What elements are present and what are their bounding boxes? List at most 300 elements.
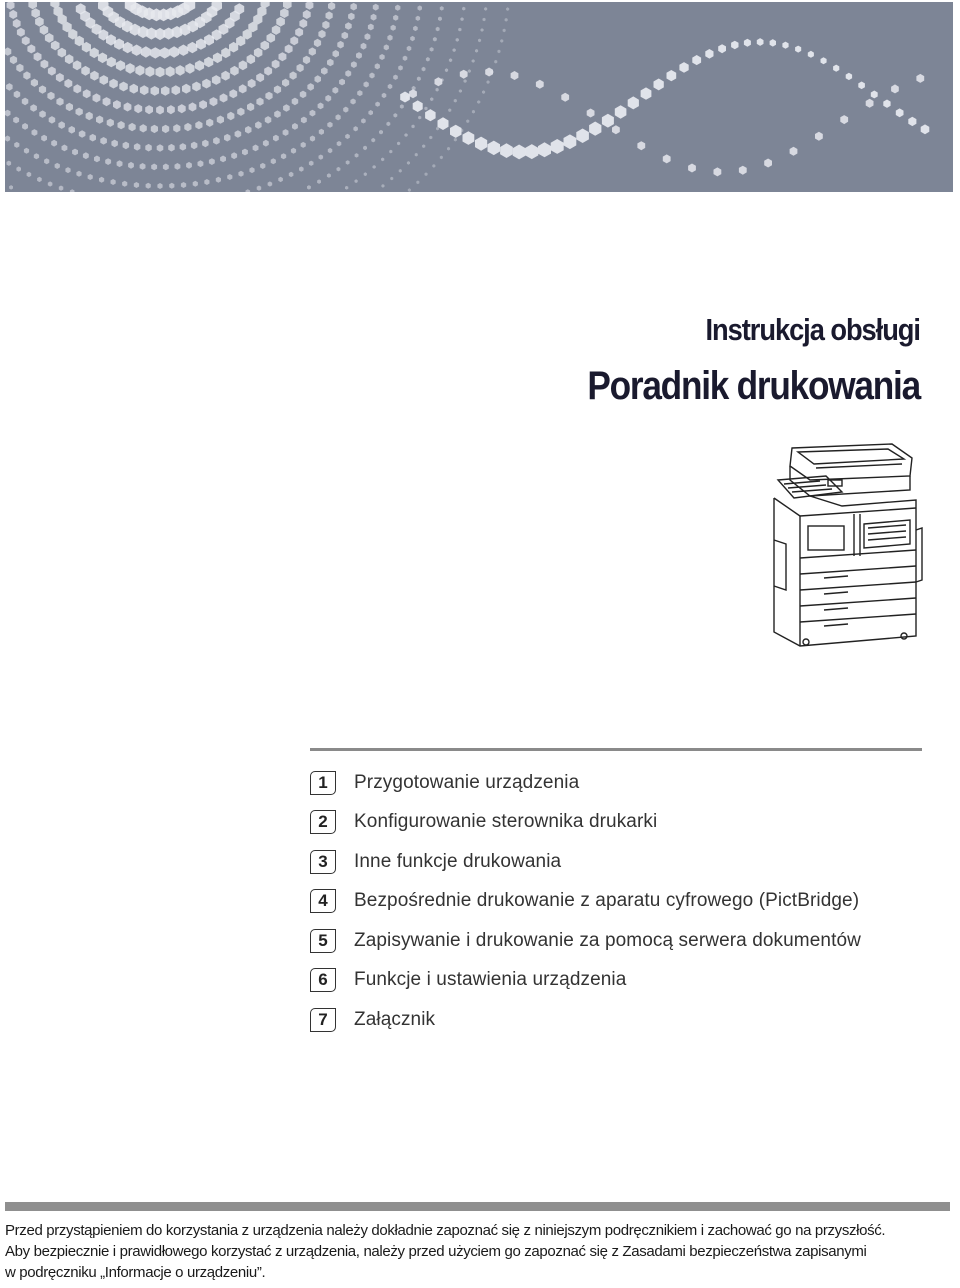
pattern-dot [484, 7, 487, 11]
pattern-dot [65, 54, 74, 64]
pattern-dot [846, 73, 852, 80]
pattern-dot [280, 8, 289, 18]
pattern-dot [309, 161, 314, 166]
pattern-dot [88, 174, 93, 180]
pattern-dot [466, 119, 469, 123]
pattern-dot [361, 118, 366, 123]
pattern-dot [458, 28, 461, 32]
pattern-dot [379, 54, 384, 60]
pattern-dot [487, 80, 490, 84]
pattern-dot [79, 130, 86, 138]
pattern-dot [145, 66, 154, 77]
pattern-dot [463, 131, 475, 145]
pattern-dot [332, 87, 338, 94]
pattern-dot [157, 144, 164, 152]
pattern-dot [58, 121, 65, 129]
pattern-dot [66, 103, 73, 111]
pattern-dot [399, 169, 402, 173]
pattern-dot [167, 105, 175, 114]
pattern-dot [16, 64, 23, 72]
pattern-dot [448, 108, 451, 112]
pattern-dot [17, 28, 25, 37]
pattern-dot [195, 121, 202, 129]
pattern-dot [371, 138, 375, 143]
pattern-dot [10, 56, 17, 64]
pattern-dot [384, 44, 389, 50]
pattern-dot [319, 155, 324, 160]
pattern-dot [122, 181, 127, 187]
pattern-dot [273, 135, 279, 142]
pattern-dot [34, 52, 42, 61]
pattern-dot [31, 79, 38, 87]
pattern-dot [145, 144, 152, 152]
pattern-dot [289, 172, 294, 177]
pattern-dot [351, 61, 357, 68]
pattern-dot [345, 186, 348, 190]
pattern-dot [156, 106, 164, 115]
pattern-dot [32, 129, 38, 136]
pattern-dot [436, 27, 440, 32]
pattern-dot [409, 89, 417, 98]
pattern-dot [513, 145, 526, 160]
pattern-dot [393, 113, 397, 118]
pattern-dot [460, 17, 463, 21]
pattern-dot [90, 134, 97, 142]
pattern-dot [315, 75, 322, 83]
pattern-dot [76, 108, 83, 116]
pattern-dot [65, 167, 70, 173]
pattern-dot [254, 48, 263, 58]
pattern-dot [48, 181, 53, 186]
pattern-dot [283, 2, 292, 9]
pattern-dot [353, 126, 358, 131]
pattern-dot [449, 58, 452, 62]
pattern-dot [227, 112, 234, 120]
pattern-dot [107, 57, 116, 68]
pattern-dot [229, 89, 237, 98]
pattern-dot [224, 134, 231, 142]
pattern-dot [407, 161, 410, 165]
pattern-dot [100, 137, 107, 145]
pattern-dot [325, 95, 331, 102]
pattern-dot [140, 124, 147, 132]
pattern-dot [337, 167, 341, 172]
pattern-dot [261, 41, 270, 51]
pattern-dot [292, 123, 298, 130]
pattern-dot [198, 160, 204, 167]
pattern-dot [364, 172, 367, 176]
pattern-dot [278, 177, 283, 182]
pattern-dot [494, 60, 497, 64]
pattern-dot [169, 183, 174, 189]
pattern-dot [213, 137, 220, 145]
pattern-dot [525, 144, 538, 159]
pattern-dot [337, 141, 342, 146]
pattern-dot [5, 110, 11, 117]
pattern-dot [247, 54, 256, 64]
pattern-dot [438, 117, 449, 130]
pattern-dot [348, 13, 355, 21]
chapter-number-badge: 5 [310, 929, 336, 953]
pattern-dot [111, 179, 116, 185]
pattern-dot [199, 100, 207, 109]
pattern-dot [438, 17, 442, 22]
pattern-dot [73, 84, 81, 93]
pattern-dot [350, 99, 355, 105]
pattern-dot [896, 108, 904, 117]
pattern-dot [151, 164, 157, 171]
chapter-item[interactable] [310, 1000, 950, 1040]
chapter-list [310, 763, 950, 1040]
pattern-dot [482, 90, 485, 94]
pattern-dot [274, 110, 281, 118]
pattern-dot [602, 114, 614, 128]
pattern-dot [166, 66, 175, 77]
pattern-dot [22, 98, 29, 106]
pattern-dot [285, 44, 293, 53]
pattern-dot [49, 116, 56, 124]
pattern-dot [387, 35, 392, 41]
pattern-dot [22, 123, 28, 130]
pattern-dot [210, 97, 218, 106]
pattern-dot [564, 134, 577, 149]
chapter-number-badge: 2 [310, 810, 336, 834]
chapter-label: Bezpośrednie drukowanie z aparatu cyfrowego (PictBridge) [354, 890, 860, 912]
manual-subtitle: Instrukcja obsługi [705, 312, 920, 347]
pattern-dot [145, 105, 153, 114]
pattern-dot [456, 38, 459, 42]
pattern-dot [195, 60, 204, 71]
pattern-dot [150, 47, 160, 58]
pattern-dot [303, 56, 310, 64]
pattern-dot [379, 130, 383, 135]
pattern-dot [123, 42, 133, 53]
pattern-dot [173, 124, 180, 132]
pattern-dot [500, 143, 513, 158]
chapter-item[interactable] [310, 921, 950, 961]
pattern-dot [301, 117, 307, 124]
pattern-dot [178, 104, 186, 113]
pattern-dot [416, 16, 421, 21]
pattern-dot [96, 116, 103, 124]
pattern-dot [328, 2, 335, 10]
printer-illustration [764, 440, 924, 650]
pattern-dot [536, 80, 544, 89]
chapter-item[interactable] [310, 763, 950, 803]
pattern-dot [217, 116, 224, 124]
pattern-dot [436, 88, 439, 92]
pattern-dot [59, 186, 64, 191]
pattern-dot [55, 163, 60, 169]
chapter-item[interactable] [310, 961, 950, 1001]
pattern-dot [705, 49, 713, 59]
pattern-dot [202, 140, 209, 148]
pattern-dot [301, 142, 306, 148]
pattern-dot [883, 100, 890, 108]
pattern-dot [511, 71, 519, 80]
pattern-dot [364, 81, 369, 87]
pattern-dot [318, 30, 325, 38]
pattern-dot [263, 140, 269, 147]
pattern-dot [587, 109, 595, 118]
pattern-dot [303, 10, 311, 19]
pattern-dot [345, 22, 352, 30]
pattern-dot [176, 65, 185, 76]
pattern-dot [343, 107, 348, 113]
pattern-dot [129, 123, 136, 131]
pattern-dot [418, 5, 423, 10]
pattern-dot [41, 135, 47, 142]
pattern-dot [307, 185, 311, 190]
chapter-item[interactable] [310, 803, 950, 843]
pattern-dot [151, 125, 158, 133]
footer-notice [5, 1220, 955, 1283]
pattern-dot [369, 73, 374, 79]
pattern-dot [395, 5, 400, 11]
pattern-dot [202, 79, 211, 89]
pattern-dot [481, 28, 484, 32]
pattern-dot [39, 85, 46, 93]
chapter-label: Zapisywanie i drukowanie za pomocą serwera dokumentów [354, 929, 861, 951]
pattern-dot [140, 85, 149, 95]
pattern-dot [459, 89, 462, 93]
pattern-dot [398, 65, 403, 70]
pattern-dot [7, 2, 15, 10]
pattern-dot [111, 140, 118, 148]
pattern-dot [425, 109, 436, 121]
pattern-dot [155, 67, 164, 78]
pattern-dot [6, 83, 13, 91]
pattern-dot [663, 154, 671, 163]
footer-line: Przed przystąpieniem do korzystania z urządzenia należy dokładnie zapoznać się z niniejszym podręcznikiem i zachować go na przyszłość. [5, 1222, 886, 1239]
pattern-dot [454, 138, 457, 142]
pattern-dot [221, 71, 230, 81]
pattern-dot [373, 4, 379, 11]
pattern-dot [356, 52, 362, 59]
pattern-dot [151, 86, 160, 96]
pattern-dot [265, 92, 272, 100]
pattern-dot [24, 148, 29, 154]
pattern-dot [411, 125, 414, 129]
pattern-dot [256, 73, 264, 82]
pattern-dot [163, 164, 169, 171]
pattern-dot [22, 36, 30, 45]
pattern-dot [30, 104, 37, 112]
pattern-dot [14, 91, 21, 99]
pattern-dot [397, 142, 400, 146]
pattern-dot [180, 143, 187, 151]
pattern-dot [247, 103, 254, 111]
pattern-dot [281, 153, 286, 159]
footer-divider [5, 1202, 950, 1211]
pattern-dot [45, 33, 54, 43]
pattern-dot [840, 115, 848, 124]
pattern-dot [628, 96, 639, 109]
pattern-dot [615, 105, 627, 118]
pattern-dot [418, 116, 421, 120]
pattern-dot [83, 89, 91, 98]
pattern-dot [272, 60, 280, 69]
pattern-dot [9, 10, 17, 19]
pattern-dot [168, 144, 175, 152]
pattern-dot [209, 158, 215, 165]
pattern-dot [58, 48, 67, 58]
pattern-dot [100, 75, 109, 85]
pattern-dot [48, 67, 56, 76]
pattern-dot [306, 2, 314, 10]
cover-banner [5, 2, 953, 192]
pattern-dot [271, 158, 276, 164]
pattern-dot [426, 57, 430, 62]
pattern-dot [290, 71, 297, 79]
pattern-dot [47, 92, 54, 100]
pattern-dot [667, 70, 677, 81]
pattern-dot [339, 79, 345, 86]
pattern-dot [731, 41, 738, 50]
pattern-dot [688, 164, 696, 173]
pattern-dot [51, 140, 57, 147]
pattern-dot [186, 162, 192, 169]
pattern-dot [415, 153, 418, 157]
pattern-dot [365, 33, 371, 40]
pattern-dot [56, 73, 64, 82]
pattern-dot [39, 110, 46, 118]
pattern-dot [237, 108, 244, 116]
pattern-dot [472, 110, 475, 114]
chapter-label: Inne funkcje drukowania [354, 850, 562, 872]
pattern-dot [28, 2, 37, 9]
pattern-dot [389, 150, 392, 154]
pattern-dot [35, 17, 44, 27]
pattern-dot [472, 59, 475, 63]
pattern-dot [317, 179, 321, 184]
chapter-item[interactable] [310, 882, 950, 922]
pattern-dot [98, 53, 107, 64]
pattern-dot [404, 133, 407, 137]
pattern-dot [413, 26, 418, 31]
pattern-dot [327, 173, 331, 178]
pattern-dot [184, 123, 191, 131]
pattern-dot [475, 137, 487, 151]
pattern-dot [871, 91, 878, 99]
pattern-dot [432, 164, 435, 168]
pattern-dot [94, 156, 100, 163]
pattern-dot [31, 8, 40, 18]
pattern-dot [204, 179, 209, 185]
pattern-dot [14, 142, 19, 148]
pattern-dot [238, 171, 243, 177]
pattern-dot [782, 42, 788, 49]
pattern-dot [407, 46, 412, 51]
pattern-dot [551, 139, 564, 154]
pattern-dot [299, 19, 307, 28]
pattern-dot [718, 44, 726, 53]
pattern-dot [119, 82, 128, 92]
pattern-dot [276, 17, 285, 27]
pattern-dot [291, 148, 296, 154]
pattern-dot [27, 172, 32, 177]
pattern-dot [500, 39, 503, 43]
pattern-dot [453, 48, 456, 52]
pattern-dot [123, 142, 130, 150]
pattern-dot [808, 51, 814, 58]
pattern-dot [413, 100, 423, 112]
pattern-dot [363, 146, 367, 151]
pattern-dot [322, 21, 329, 29]
pattern-dot [506, 7, 509, 11]
pattern-dot [744, 39, 751, 47]
pattern-dot [368, 24, 374, 31]
pattern-dot [430, 97, 433, 101]
pattern-dot [410, 36, 415, 41]
chapter-number-badge: 3 [310, 850, 336, 874]
pattern-dot [435, 77, 443, 86]
pattern-dot [213, 53, 222, 64]
pattern-dot [497, 50, 500, 54]
pattern-dot [337, 41, 344, 49]
pattern-dot [99, 177, 104, 183]
pattern-dot [424, 107, 427, 111]
pattern-dot [368, 110, 373, 115]
pattern-dot [81, 66, 90, 76]
pattern-dot [175, 163, 181, 170]
pattern-dot [72, 149, 78, 156]
pattern-dot [256, 98, 263, 106]
pattern-dot [248, 79, 256, 88]
pattern-dot [255, 121, 262, 129]
pattern-dot [161, 86, 170, 96]
pattern-dot [400, 104, 404, 109]
pattern-dot [260, 163, 265, 169]
chapter-item[interactable] [310, 842, 950, 882]
chapter-number-badge: 1 [310, 771, 336, 795]
pattern-dot [327, 59, 334, 67]
pattern-dot [206, 119, 213, 127]
pattern-dot [393, 15, 398, 21]
pattern-dot [27, 44, 35, 53]
pattern-dot [538, 142, 551, 157]
pattern-dot [318, 103, 324, 110]
pattern-dot [13, 117, 19, 124]
pattern-dot [274, 85, 281, 93]
pattern-dot [103, 97, 111, 106]
pattern-dot [477, 100, 480, 104]
pattern-dot [239, 84, 247, 93]
footer-line: w podręczniku „Informacje o urządzeniu”. [5, 1264, 266, 1281]
pattern-dot [866, 99, 874, 108]
pattern-dot [641, 87, 652, 99]
pattern-dot [44, 158, 49, 164]
pattern-dot [70, 189, 75, 192]
pattern-dot [309, 47, 316, 55]
pattern-dot [408, 188, 411, 192]
pattern-dot [447, 147, 450, 151]
pattern-dot [416, 181, 419, 185]
pattern-dot [9, 185, 13, 190]
pattern-dot [132, 45, 142, 56]
pattern-dot [654, 79, 664, 91]
manual-title: Poradnik drukowania [587, 364, 920, 408]
pattern-dot [246, 189, 251, 192]
pattern-dot [272, 25, 281, 35]
pattern-dot [821, 57, 827, 64]
pattern-dot [245, 126, 252, 134]
pattern-dot [83, 152, 89, 159]
pattern-dot [227, 174, 232, 180]
pattern-dot [345, 70, 351, 77]
pattern-dot [116, 60, 125, 71]
pattern-dot [373, 165, 376, 169]
